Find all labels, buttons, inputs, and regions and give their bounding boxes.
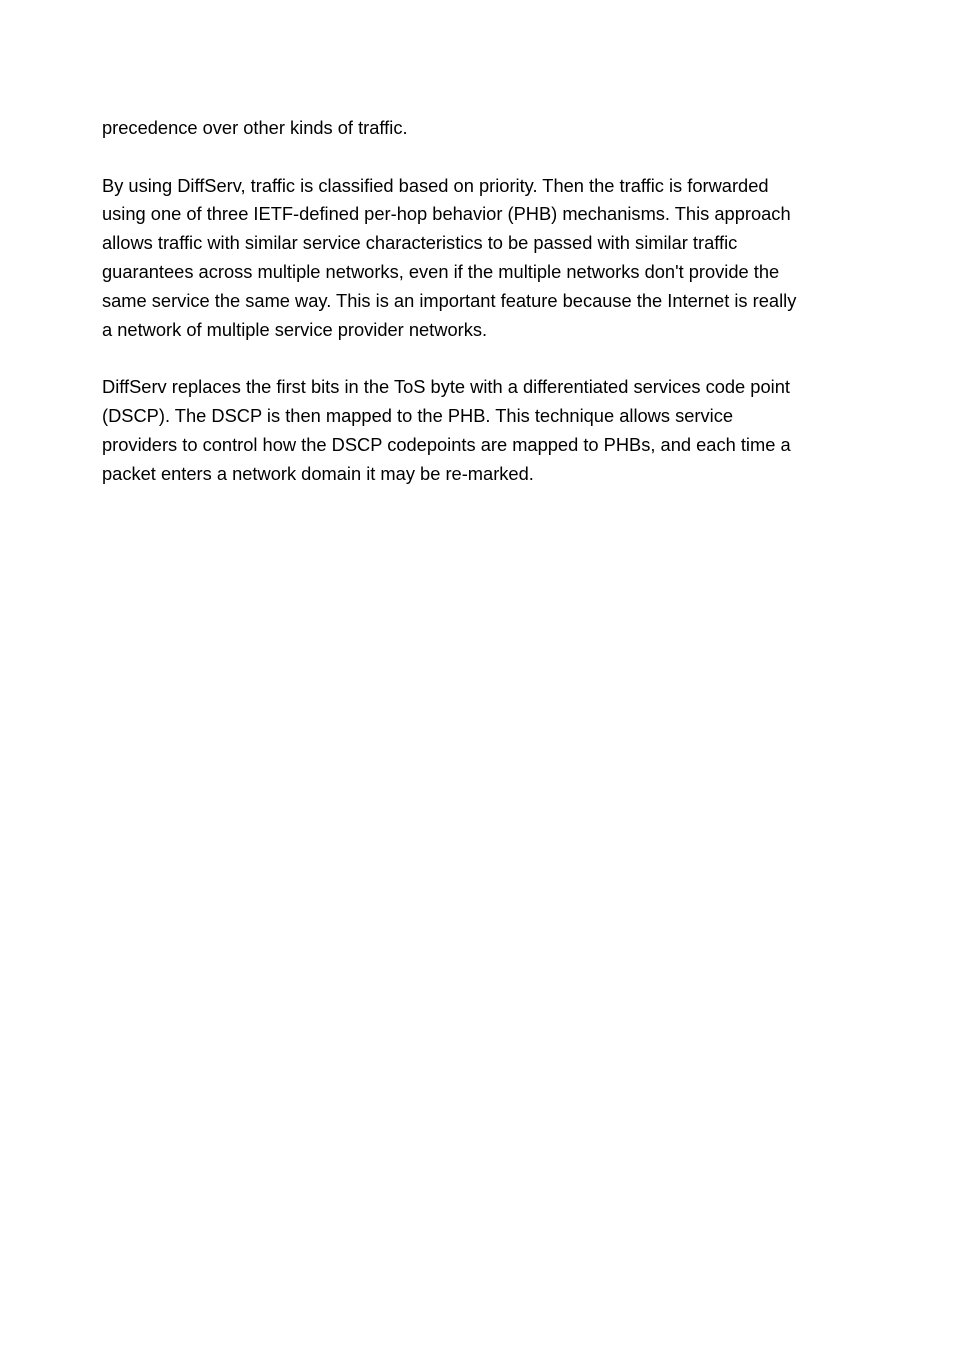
text-line: (DSCP). The DSCP is then mapped to the PHB. This technique allows service — [102, 404, 733, 426]
text-line: same service the same way. This is an important feature because the Internet is really — [102, 289, 797, 311]
text-line: By using DiffServ, traffic is classified based on priority. Then the traffic is forwarded — [102, 174, 769, 196]
text-line: guarantees across multiple networks, even if the multiple networks don't provide the — [102, 260, 780, 282]
text-line: providers to control how the DSCP codepoints are mapped to PHBs, and each time a — [102, 433, 791, 455]
document-body — [102, 114, 842, 517]
text-line: using one of three IETF-defined per-hop behavior (PHB) mechanisms. This approach — [102, 203, 791, 225]
text-line: precedence over other kinds of traffic. — [102, 117, 408, 138]
text-line: allows traffic with similar service characteristics to be passed with similar traffic — [102, 232, 738, 254]
paragraph-2 — [102, 172, 842, 345]
text-line: a network of multiple service provider networks. — [102, 318, 488, 340]
paragraph-1 — [102, 114, 842, 143]
paragraph-3 — [102, 373, 842, 488]
text-line: DiffServ replaces the first bits in the ToS byte with a differentiated services code point — [102, 376, 790, 398]
text-line: packet enters a network domain it may be re-marked. — [102, 462, 534, 484]
